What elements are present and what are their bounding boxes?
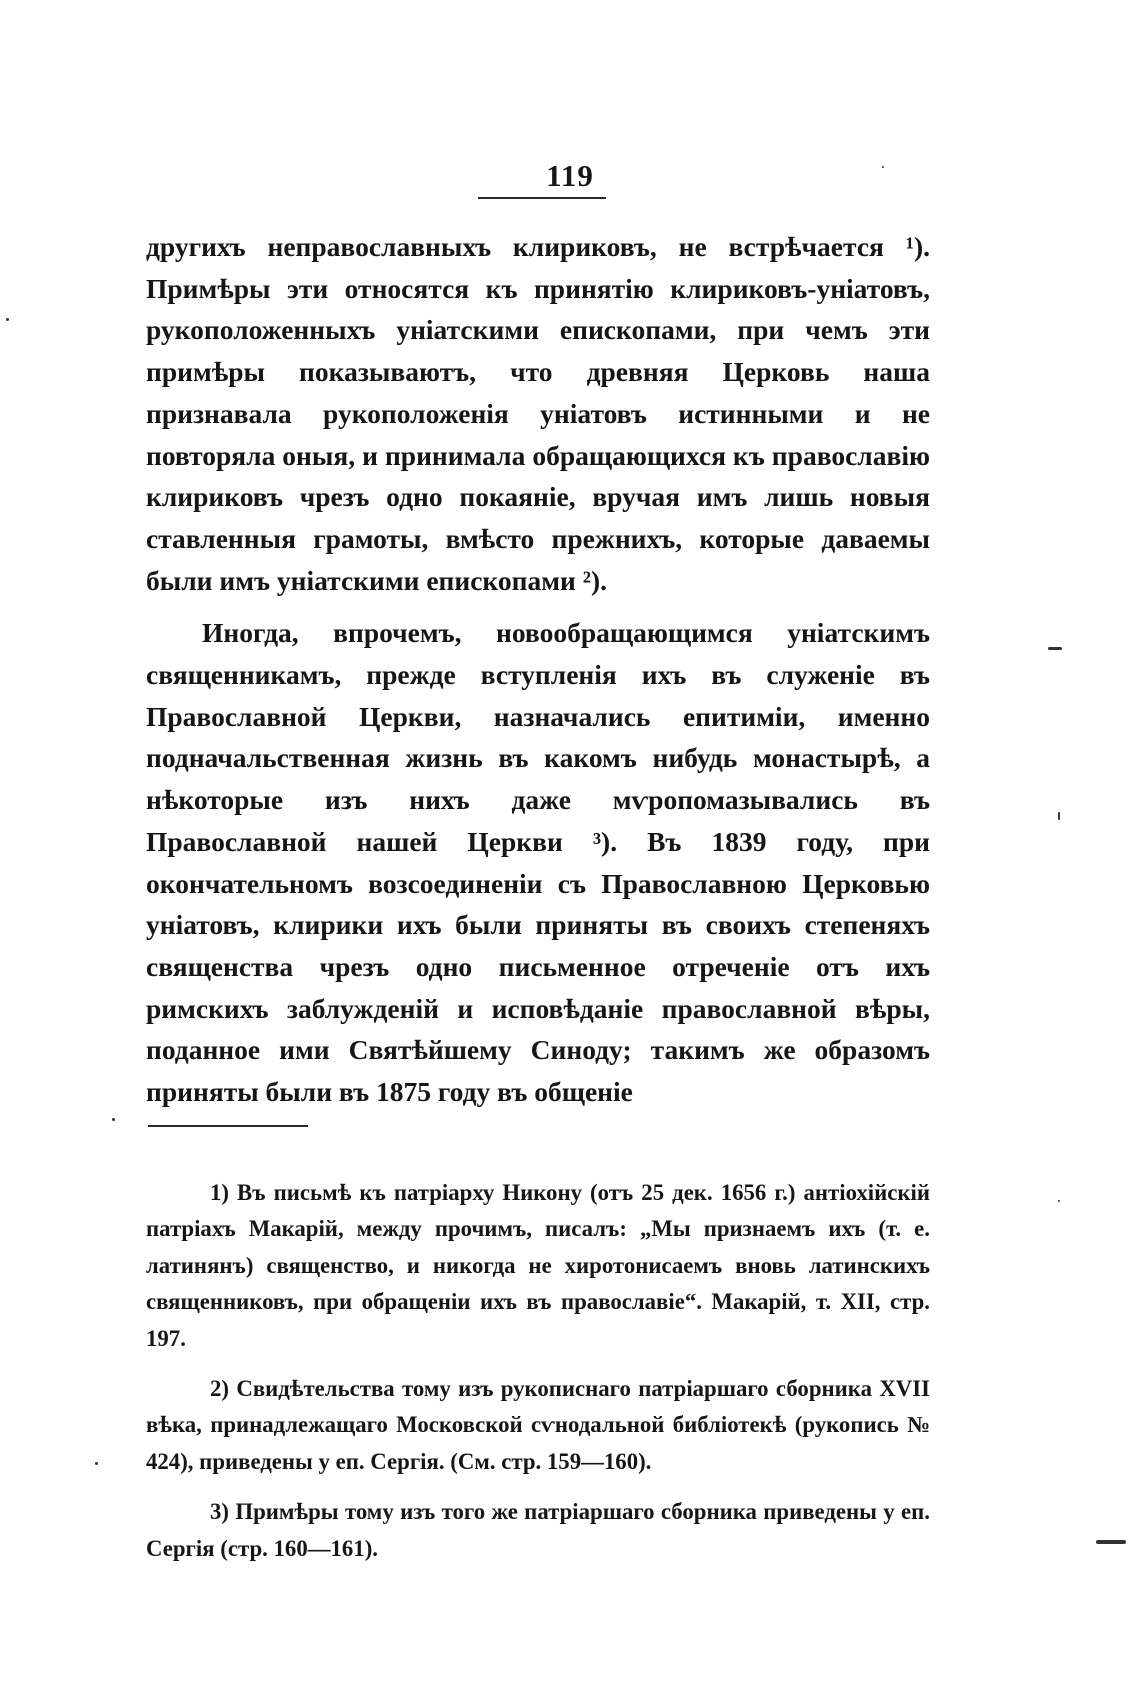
scan-speck (112, 1118, 115, 1121)
scan-speck (882, 166, 884, 168)
scan-speck (1058, 812, 1060, 820)
footnote-3: 3) Примѣры тому изъ того же патріаршаго сборника приведены у еп. Сергія (стр. 160—161). (146, 1499, 930, 1561)
scan-speck (1048, 647, 1062, 650)
scan-speck (6, 318, 9, 321)
footnote-2: 2) Свидѣтельства тому изъ рукописнаго патріаршаго сборника XVII вѣка, принадлежащаго Московской сѵнодальной библіотекѣ (рукопись № 424), приведены у еп. Сергія. (См. стр. 159—160). (146, 1376, 930, 1474)
scan-speck (1058, 1200, 1060, 1202)
footnote-separator (148, 1125, 308, 1127)
paragraph-2: Иногда, впрочемъ, новообращающимся уніатскимъ священникамъ, прежде вступленія ихъ въ служеніе въ Православной Церкви, назначались епитиміи, именно подначальственная жизнь въ какомъ нибудь монастырѣ, а нѣкоторые изъ нихъ даже мѵропомазывались въ Православной нашей Церкви ³). Въ 1839 году, при окончательномъ возсоединеніи съ Православною Церковью уніатовъ, клирики ихъ были приняты въ своихъ степеняхъ священства чрезъ одно письменное отреченіе отъ ихъ римскихъ заблужденій и исповѣданіе православной вѣры, поданное ими Святѣйшему Синоду; такимъ же образомъ приняты были въ 1875 году въ общеніе (146, 617, 930, 1108)
paragraph-1: другихъ неправославныхъ клириковъ, не встрѣчается ¹). Примѣры эти относятся къ принятію клириковъ-уніатовъ, рукоположенныхъ уніатскими епископами, при чемъ эти примѣры показываютъ, что древняя Церковь наша признавала рукоположенія уніатовъ истинными и не повторяла оныя, и принимала обращающихся къ православію клириковъ чрезъ одно покаяніе, вручая имъ лишь новыя ставленныя грамоты, вмѣсто прежнихъ, которые даваемы были имъ уніатскими епископами ²). (146, 231, 930, 596)
footnotes (146, 1175, 930, 1581)
main-text (146, 226, 930, 1113)
scan-speck (1096, 1540, 1126, 1544)
scan-speck (95, 1462, 98, 1465)
page-number-rule (478, 197, 606, 199)
page-number: 119 (546, 158, 594, 193)
footnote-1: 1) Въ письмѣ къ патріарху Никону (отъ 25 дек. 1656 г.) антіохійскій патріахъ Макарій, между прочимъ, писалъ: „Мы признаемъ ихъ (т. е. латинянъ) священство, и никогда не хиротонисаемъ вновь латинскихъ священниковъ, при обращеніи ихъ въ православіе“. Макарій, т. XII, стр. 197. (146, 1180, 930, 1351)
